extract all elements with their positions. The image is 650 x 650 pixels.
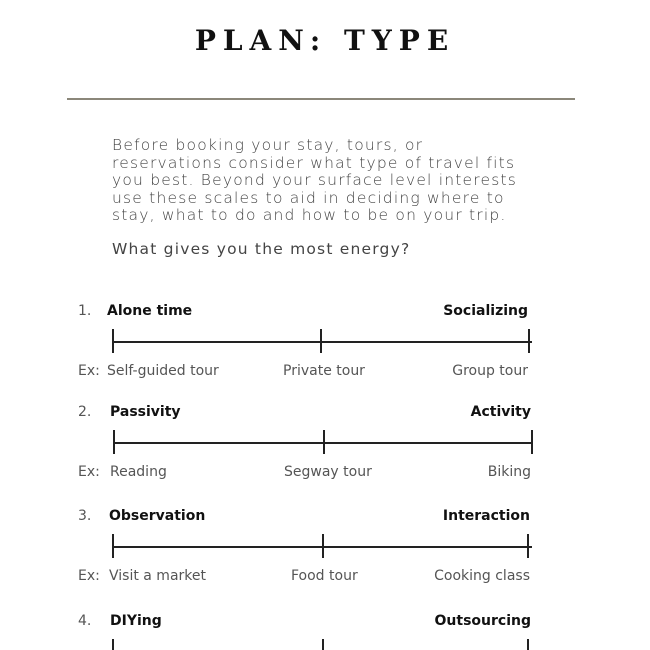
scale-right-label: Activity	[470, 404, 531, 420]
scale-tick-left	[112, 639, 114, 650]
example-left: Visit a market	[109, 568, 206, 584]
scale-number: 4.	[78, 613, 92, 629]
example-middle: Private tour	[283, 363, 365, 379]
scale-left-label: Observation	[109, 508, 206, 524]
example-middle: Food tour	[291, 568, 358, 584]
scale-tick-left	[112, 534, 114, 558]
example-right: Cooking class	[434, 568, 530, 584]
scale-tick-left	[113, 430, 115, 454]
title-divider	[67, 98, 575, 100]
scale-tick-left	[112, 329, 114, 353]
intro-paragraph: Before booking your stay, tours, or reservations consider what type of travel fits you best. Beyond your surface level interests use these scales to aid in deciding where to stay, what to do and how to be on your trip.	[112, 136, 518, 224]
scale-left-label: Passivity	[110, 404, 181, 420]
scale-1	[0, 303, 650, 403]
scale-right-label: Outsourcing	[434, 613, 531, 629]
scale-left-label: DIYing	[110, 613, 162, 629]
scale-tick-middle	[323, 430, 325, 454]
scale-number: 2.	[78, 404, 92, 420]
example-middle: Segway tour	[284, 464, 372, 480]
scale-tick-right	[531, 430, 533, 454]
example-right: Biking	[487, 464, 531, 480]
energy-question: What gives you the most energy?	[112, 240, 411, 258]
scale-number: 1.	[78, 303, 92, 319]
example-left: Self-guided tour	[107, 363, 219, 379]
scale-right-label: Socializing	[443, 303, 528, 319]
scale-line	[112, 341, 532, 343]
scale-3	[0, 508, 650, 608]
scale-tick-middle	[322, 639, 324, 650]
scale-left-label: Alone time	[107, 303, 193, 319]
scale-right-label: Interaction	[442, 508, 530, 524]
page-title: PLAN: TYPE	[194, 24, 456, 57]
scale-tick-middle	[322, 534, 324, 558]
example-label: Ex:	[78, 363, 100, 379]
scale-tick-right	[527, 639, 529, 650]
scale-4	[0, 613, 650, 650]
scale-number: 3.	[78, 508, 92, 524]
scale-tick-right	[527, 534, 529, 558]
example-right: Group tour	[452, 363, 528, 379]
example-left: Reading	[110, 464, 167, 480]
example-label: Ex:	[78, 464, 100, 480]
scale-tick-middle	[320, 329, 322, 353]
scale-2	[0, 404, 650, 504]
example-label: Ex:	[78, 568, 100, 584]
scale-tick-right	[528, 329, 530, 353]
